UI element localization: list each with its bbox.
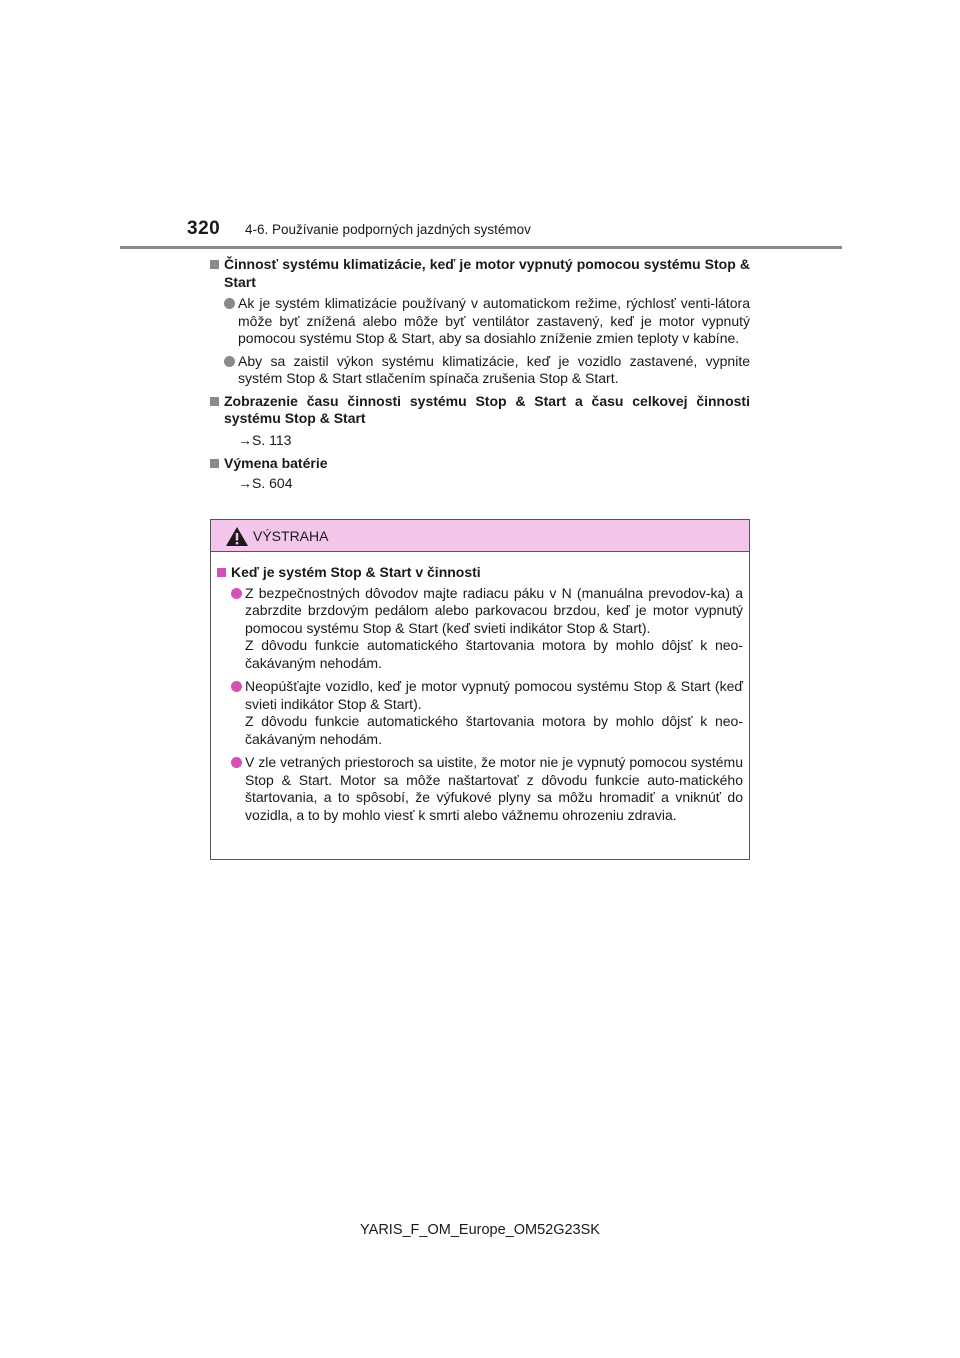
section-heading — [210, 393, 750, 428]
list-item — [217, 585, 743, 673]
list-item-text: Z dôvodu funkcie automatického štartovania motora by mohlo dôjsť k neo-čakávaným nehodám. — [245, 637, 743, 671]
list-item-text: Neopúšťajte vozidlo, keď je motor vypnutý pomocou systému Stop & Start (keď svieti indikátor Stop & Start). — [245, 678, 743, 712]
document-id-footer: YARIS_F_OM_Europe_OM52G23SK — [360, 1222, 600, 1238]
list-item — [217, 678, 743, 748]
list-item — [217, 754, 743, 824]
list-item — [210, 295, 750, 348]
square-bullet-icon — [210, 459, 219, 468]
page-reference-link[interactable]: →S. 604 — [238, 474, 293, 491]
round-bullet-icon — [231, 588, 242, 599]
warning-heading-text: Keď je systém Stop & Start v činnosti — [231, 564, 481, 580]
warning-heading — [217, 564, 743, 582]
section-heading-text: Zobrazenie času činnosti systému Stop & Start a času celkovej činnosti systému Stop & Start — [224, 392, 750, 426]
section-heading-text: Činnosť systému klimatizácie, keď je motor vypnutý pomocou systému Stop & Start — [224, 256, 750, 290]
round-bullet-icon — [231, 681, 242, 692]
warning-box — [210, 519, 750, 860]
list-item-text: Z dôvodu funkcie automatického štartovania motora by mohlo dôjsť k neo-čakávaným nehodám. — [245, 713, 743, 747]
square-bullet-icon — [217, 568, 226, 577]
list-item-text: Ak je systém klimatizácie používaný v automatickom režime, rýchlosť venti-látora môže byť znížená alebo môže byť ventilátor zastavený, keď je motor vypnutý pomocou systému Stop & Start, aby sa dosiahlo zníženie zmien teploty v kabíne. — [238, 295, 750, 346]
section-climate — [210, 256, 750, 388]
page-number: 320 — [187, 218, 221, 239]
page-header — [120, 218, 842, 249]
round-bullet-icon — [224, 356, 235, 367]
warning-header — [211, 520, 749, 552]
page-reference-link[interactable]: →S. 113 — [238, 431, 292, 448]
square-bullet-icon — [210, 260, 219, 269]
list-item-text: Z bezpečnostných dôvodov majte radiacu páku v N (manuálna prevodov-ka) a zabrzdite brzdovým pedálom alebo parkovacou brzdou, keď je motor vypnutý pomocou systému Stop & Start (keď svieti indikátor Stop & Start). — [245, 584, 743, 636]
section-heading — [210, 455, 750, 473]
section-title: 4-6. Používanie podporných jazdných systémov — [245, 222, 531, 237]
list-item-text: V zle vetraných priestoroch sa uistite, že motor nie je vypnutý pomocou systému Stop & Start. Motor sa môže naštartovať z dôvodu funkcie auto-matického štartovania, a to spôsobí, že výfukové plyny sa môžu hromadiť a vniknúť do vozidla, a to by mohlo viesť k smrti alebo vážnemu ohrozeniu zdravia. — [245, 754, 743, 823]
main-content — [210, 256, 750, 498]
section-heading-text: Výmena batérie — [224, 455, 328, 471]
warning-body — [211, 552, 749, 824]
section-time-display — [210, 393, 750, 450]
square-bullet-icon — [210, 397, 219, 406]
list-item-text: Aby sa zaistil výkon systému klimatizácie, keď je vozidlo zastavené, vypnite systém Stop & Start stlačením spínača zrušenia Stop & Start. — [238, 352, 750, 386]
warning-triangle-icon — [226, 527, 248, 546]
list-item — [210, 353, 750, 388]
warning-label: VÝSTRAHA — [253, 528, 329, 544]
round-bullet-icon — [224, 298, 235, 309]
section-battery — [210, 455, 750, 492]
section-heading — [210, 256, 750, 291]
round-bullet-icon — [231, 757, 242, 768]
